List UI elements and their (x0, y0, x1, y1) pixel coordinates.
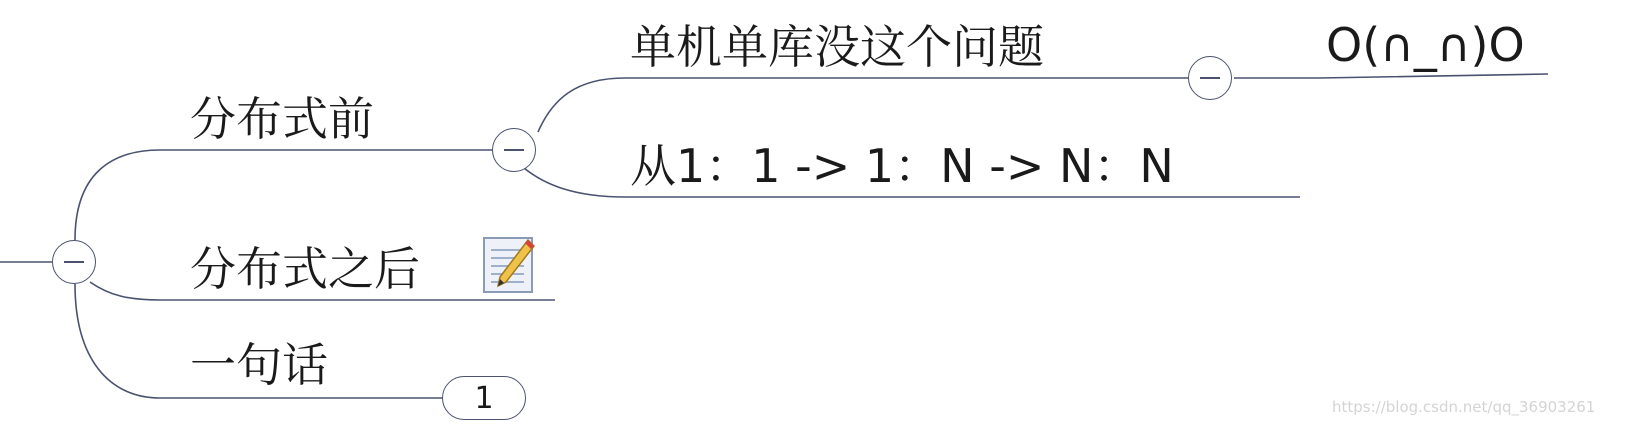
single-db-collapse-button[interactable] (1188, 56, 1232, 100)
link-to-single-db (538, 78, 1188, 132)
topic-one-sentence[interactable]: 一句话 (190, 338, 328, 392)
root-collapse-button[interactable] (52, 240, 96, 284)
minus-icon (64, 261, 84, 263)
count-badge[interactable]: 1 (442, 376, 526, 420)
subtopic-emoticon[interactable]: O(∩_∩)O (1326, 18, 1525, 72)
link-to-before (75, 150, 492, 240)
topic-before-distributed[interactable]: 分布式前 (190, 92, 374, 146)
minus-icon (504, 149, 524, 151)
link-to-emoticon (1234, 74, 1548, 78)
subtopic-single-db[interactable]: 单机单库没这个问题 (630, 20, 1044, 74)
topic-after-distributed[interactable]: 分布式之后 (190, 242, 420, 296)
before-collapse-button[interactable] (492, 128, 536, 172)
watermark: https://blog.csdn.net/qq_36903261 (1332, 398, 1596, 416)
minus-icon (1200, 77, 1220, 79)
note-pencil-icon[interactable] (482, 234, 538, 294)
subtopic-ratio[interactable]: 从1：1 -> 1：N -> N：N (630, 139, 1174, 193)
